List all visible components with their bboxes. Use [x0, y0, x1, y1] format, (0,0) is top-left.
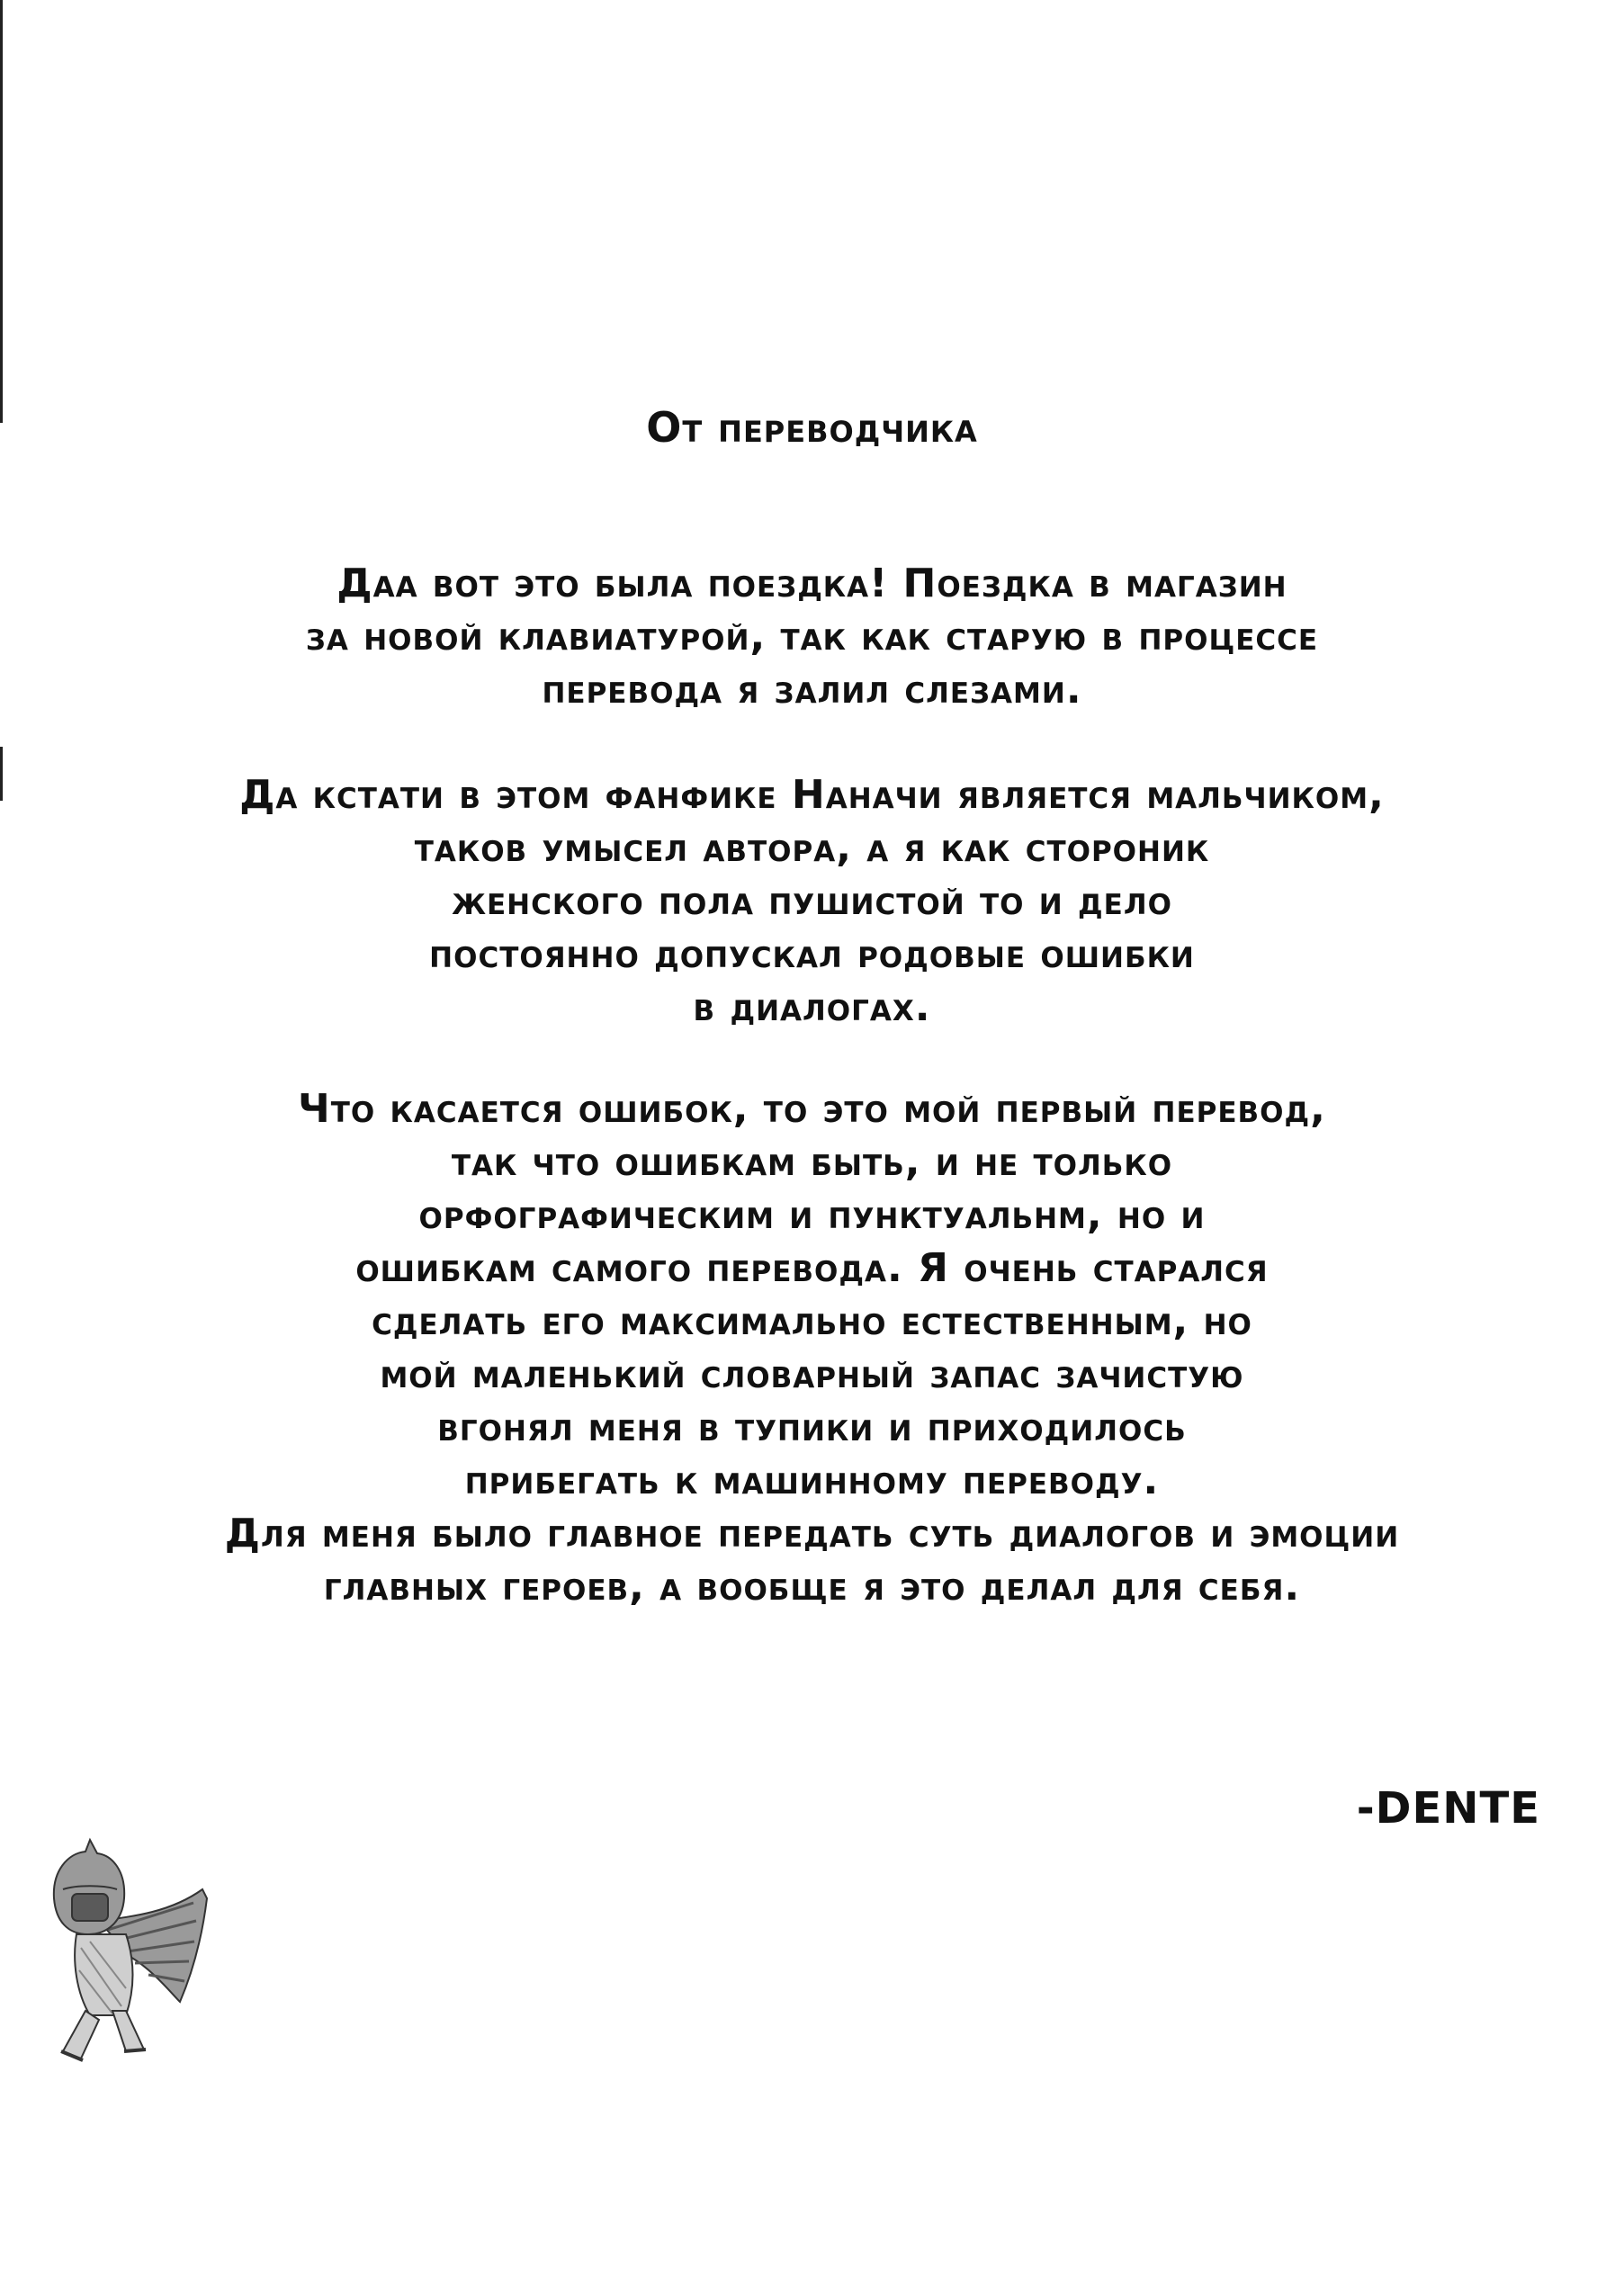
text-line: за новой клавиатурой, так как старую в процессе: [305, 614, 1319, 659]
paragraph: [0, 557, 1624, 716]
text-line: сделать его максимально естественным, но: [372, 1298, 1252, 1344]
scan-edge-line: [0, 0, 3, 423]
paragraph: [0, 1082, 1624, 1613]
text-line: вгонял меня в тупики и приходилось: [437, 1404, 1187, 1450]
text-line: Что касается ошибок, то это мой первый перевод,: [298, 1086, 1326, 1132]
text-line: ошибкам самого перевода. Я очень старался: [355, 1245, 1269, 1291]
text-line: Для меня было главное передать суть диалогов и эмоции: [224, 1511, 1400, 1556]
text-line: женского пола пушистой то и дело: [452, 878, 1172, 924]
text-line: так что ошибкам быть, и не только: [451, 1139, 1173, 1185]
text-line: перевода я залил слезами.: [542, 667, 1082, 713]
paragraph: [0, 768, 1624, 1034]
text-line: мой маленький словарный запас зачистую: [380, 1351, 1244, 1397]
text-line: главных героев, а вообще я это делал для себя.: [323, 1564, 1301, 1610]
page-title: От переводчика: [646, 403, 978, 452]
text-line: орфографическим и пунктуальнм, но и: [418, 1192, 1206, 1238]
text-line: прибегать к машинному переводу.: [464, 1457, 1160, 1503]
text-line: постоянно допускал родовые ошибки: [429, 931, 1195, 977]
text-line: Да кстати в этом фанфике Наначи является мальчиком,: [239, 772, 1385, 818]
signature: -DENTE: [1356, 1783, 1540, 1834]
text-line: в диалогах.: [693, 984, 931, 1030]
text-line: Даа вот это была поездка! Поездка в магазин: [336, 561, 1288, 606]
character-doodle-icon: [36, 1835, 216, 2069]
text-line: таков умысел автора, а я как стороник: [414, 825, 1210, 871]
